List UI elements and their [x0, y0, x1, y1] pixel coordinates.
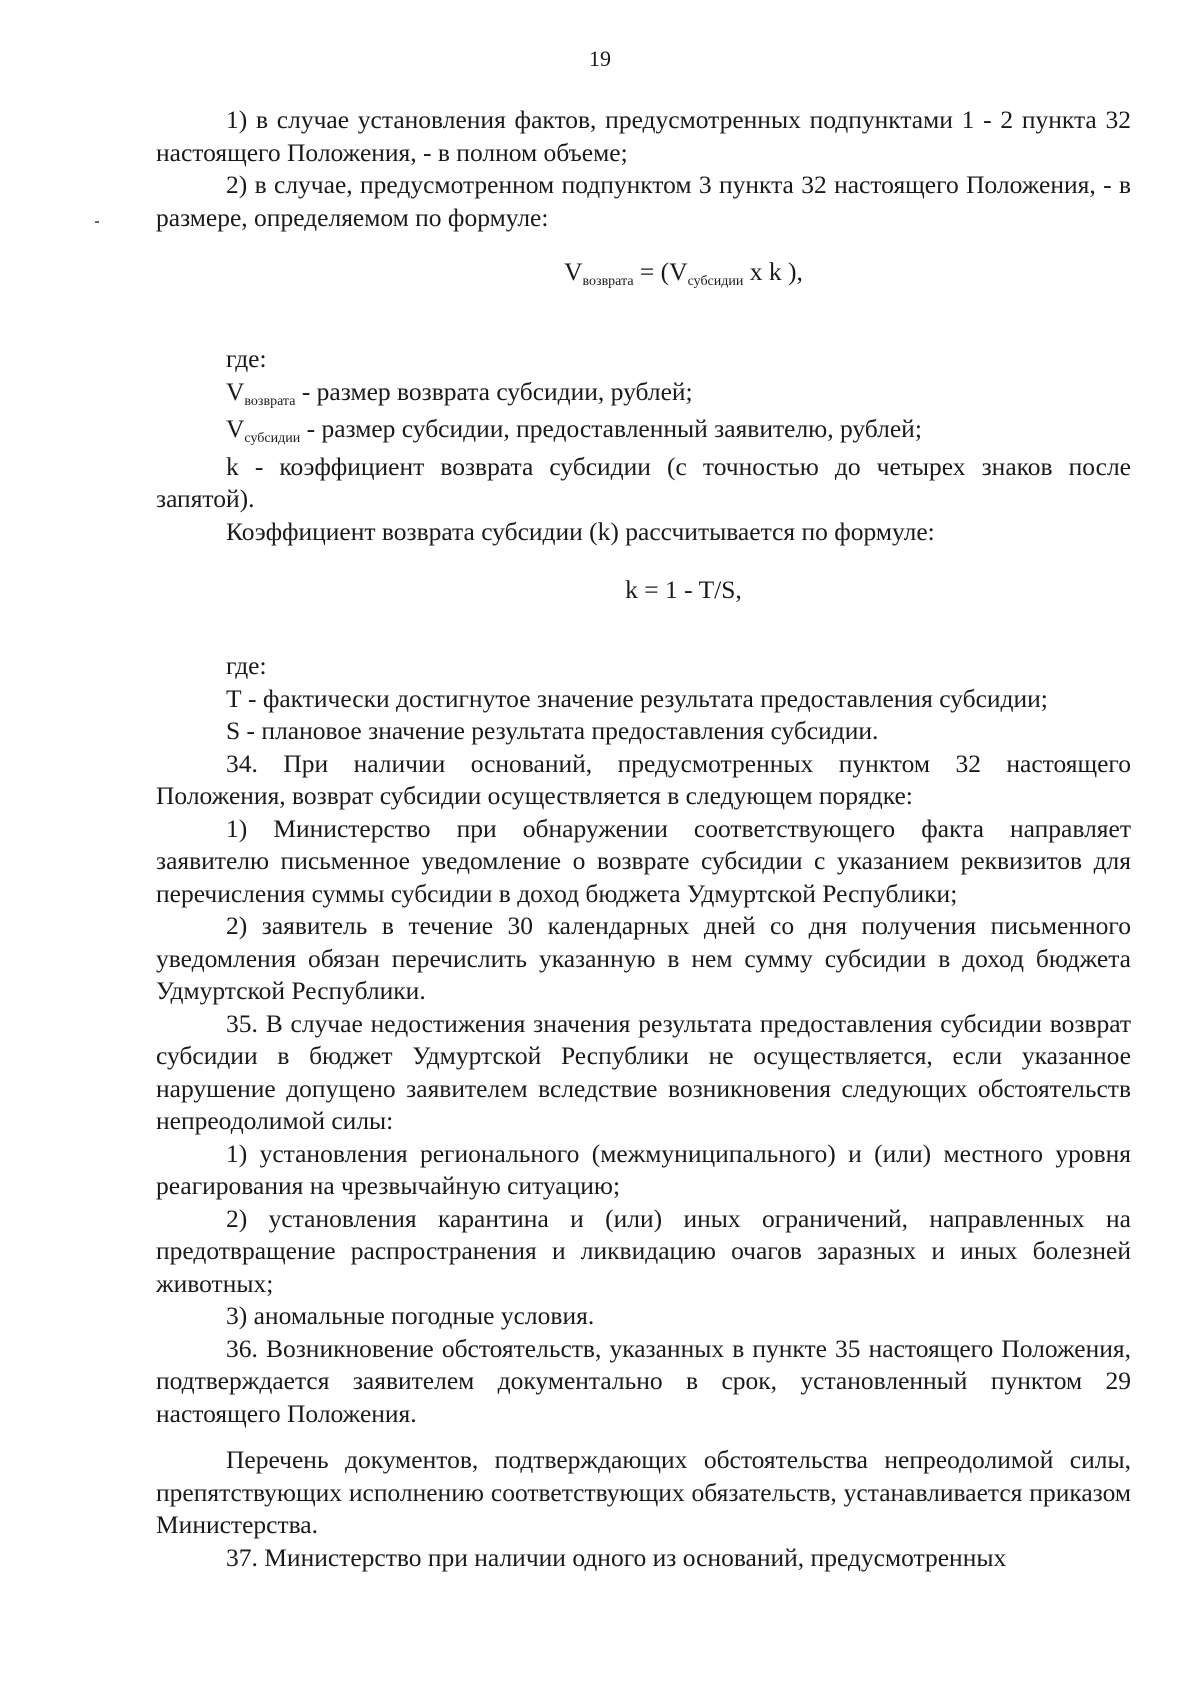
clause-34-item-1: 1) Министерство при обнаружении соответствующего факта направляет заявителю письменное уведомление о возврате субсидии с указанием реквизитов для перечисления суммы субсидии в доход бюджета Удмуртской Республики;	[156, 813, 1131, 908]
formula-coefficient: k = 1 - T/S,	[625, 575, 742, 604]
definition-t: Т - фактически достигнутое значение результата предоставления субсидии;	[226, 683, 1048, 713]
paragraph-item-1: 1) в случае установления фактов, предусмотренных подпунктами 1 - 2 пункта 32 настоящего Положения, - в полном объеме;	[156, 105, 1131, 167]
definition-v-subsidy: Vсубсидии - размер субсидии, предоставленный заявителю, рублей;	[226, 414, 922, 446]
clause-35-item-2: 2) установления карантина и (или) иных ограничений, направленных на предотвращение распространения и ликвидацию очагов заразных и иных болезней животных;	[156, 1203, 1131, 1298]
clause-35-item-3: 3) аномальные погодные условия.	[226, 1301, 595, 1330]
documents-list-paragraph: Перечень документов, подтверждающих обстоятельства непреодолимой силы, препятствующих исполнению соответствующих обязательств, устанавливается приказом Министерства.	[156, 1445, 1131, 1539]
clause-34-item-2: 2) заявитель в течение 30 календарных дней со дня получения письменного уведомления обязан перечислить указанную в нем сумму субсидии в доход бюджета Удмуртской Республики.	[156, 911, 1131, 1005]
page-number: 19	[589, 46, 611, 71]
where-label: где:	[226, 344, 267, 373]
clause-36: 36. Возникновение обстоятельств, указанных в пункте 35 настоящего Положения, подтверждается заявителем документально в срок, установленный пунктом 29 настоящего Положения.	[156, 1333, 1131, 1428]
formula-subscript: возврата	[582, 274, 634, 289]
clause-34: 34. При наличии оснований, предусмотренных пунктом 32 настоящего Положения, возврат субсидии осуществляется в следующем порядке:	[156, 748, 1131, 810]
definition-k: k - коэффициент возврата субсидии (с точностью до четырех знаков после запятой).	[156, 451, 1131, 513]
formula-refund-amount: Vвозврата = (Vсубсидии x k ),	[564, 257, 803, 289]
paragraph-item-2: 2) в случае, предусмотренном подпунктом 3 пункта 32 настоящего Положения, - в размере, определяемом по формуле:	[156, 170, 1131, 232]
scan-mark	[95, 221, 99, 223]
clause-35-item-1: 1) установления регионального (межмуниципального) и (или) местного уровня реагирования на чрезвычайную ситуацию;	[156, 1138, 1131, 1200]
clause-35: 35. В случае недостижения значения результата предоставления субсидии возврат субсидии в бюджет Удмуртской Республики не осуществляется, если указанное нарушение допущено заявителем вследствие возникновения следующих обстоятельств непреодолимой силы:	[156, 1008, 1131, 1135]
definition-v-refund: Vвозврата - размер возврата субсидии, рублей;	[226, 376, 693, 409]
coefficient-intro: Коэффициент возврата субсидии (k) рассчитывается по формуле:	[226, 516, 935, 546]
page-body	[156, 104, 1131, 1574]
formula-subscript: субсидии	[687, 274, 744, 289]
definition-s: S - плановое значение результата предоставления субсидии.	[226, 716, 879, 745]
where-label: где:	[226, 651, 267, 680]
clause-37: 37. Министерство при наличии одного из оснований, предусмотренных	[226, 1542, 1007, 1572]
